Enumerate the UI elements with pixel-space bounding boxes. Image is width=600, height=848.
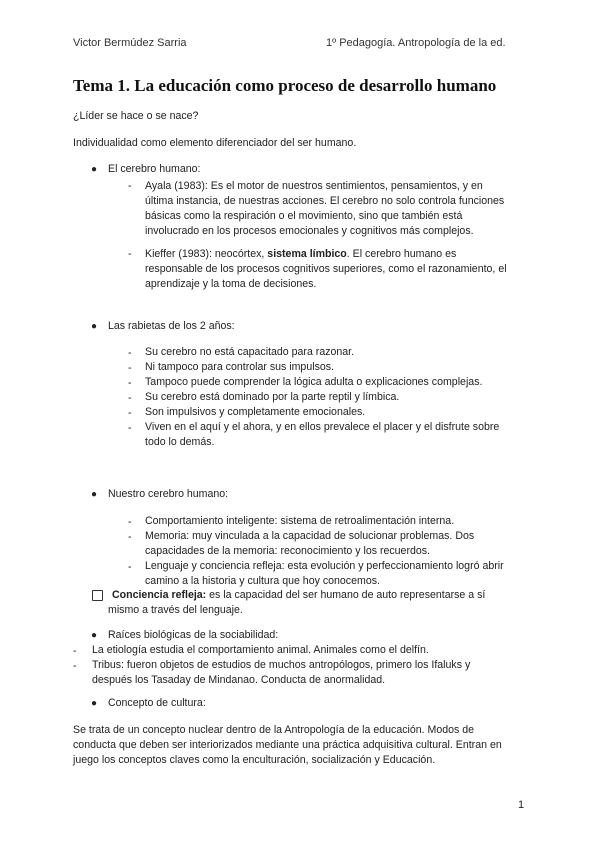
section1-item1-line1: Ayala (1983): Es el motor de nuestros sentimientos, pensamientos, y en [145, 180, 483, 192]
page-number: 1 [518, 799, 525, 811]
dash-icon: - [128, 180, 132, 192]
dash-icon: - [128, 561, 132, 573]
section4-item-1: La etiología estudia el comportamiento animal. Animales como el delfín. [92, 644, 429, 656]
header-author: Victor Bermúdez Sarria [73, 37, 187, 49]
section2-item-2: Ni tampoco para controlar sus impulsos. [145, 361, 335, 373]
culture-paragraph-line1: Se trata de un concepto nuclear dentro de la Antropología de la educación. Modos de [73, 724, 475, 736]
dash-icon: - [128, 377, 132, 389]
intro-statement: Individualidad como elemento diferenciador del ser humano. [73, 137, 357, 149]
conciencia-refleja-def: es la capacidad del ser humano de auto representarse a sí [206, 589, 486, 601]
section4-item-2-line1: Tribus: fueron objetos de estudios de muchos antropólogos, primero los Ifaluks y [92, 659, 471, 671]
section2-item-4: Su cerebro está dominado por la parte reptil y límbica. [145, 391, 400, 403]
dash-icon: - [128, 248, 132, 260]
section1-label: El cerebro humano: [108, 163, 201, 175]
section3-label: Nuestro cerebro humano: [108, 488, 229, 500]
dash-icon: - [128, 516, 132, 528]
bullet-icon: ● [91, 698, 98, 709]
item2-prefix: Kieffer (1983): neocórtex, [145, 248, 268, 260]
section3-item-2-line1: Memoria: muy vinculada a la capacidad de solucionar problemas. Dos [145, 530, 475, 542]
item2-rest: . El cerebro humano es [346, 248, 457, 260]
section3-item-3-line1: Lenguaje y conciencia refleja: esta evolución y perfeccionamiento logró abrir [145, 560, 504, 572]
section1-item1-line4: involucrado en los procesos emocionales y cognitivos más complejos. [145, 225, 474, 237]
section1-item1-line3: básicas como la respiración o el movimiento, sino que también está [145, 210, 463, 222]
bullet-icon: ● [91, 164, 98, 175]
section2-item-5: Son impulsivos y completamente emocionales. [145, 406, 366, 418]
dash-icon: - [73, 645, 77, 657]
section4-item-2-line2: después los Tasaday de Mindanao. Conducta de anormalidad. [92, 674, 386, 686]
section2-item-1: Su cerebro no está capacitado para razonar. [145, 346, 355, 358]
conciencia-refleja-line2: mismo a través del lenguaje. [108, 604, 243, 616]
section1-item1-line2: última instancia, de nuestras acciones. El cerebro no solo controla funciones [145, 195, 505, 207]
dash-icon: - [128, 347, 132, 359]
section2-item-6-line2: todo lo demás. [145, 436, 215, 448]
intro-question: ¿Líder se hace o se nace? [73, 110, 199, 122]
dash-icon: - [128, 531, 132, 543]
section4-label: Raíces biológicas de la sociabilidad: [108, 629, 279, 641]
section1-item2-line2: responsable de los procesos cognitivos superiores, como el razonamiento, el [145, 263, 507, 275]
page-title: Tema 1. La educación como proceso de desarrollo humano [73, 76, 497, 95]
section2-item-3: Tampoco puede comprender la lógica adulta o explicaciones complejas. [145, 376, 483, 388]
header-course: 1º Pedagogía. Antropología de la ed. [326, 37, 506, 49]
conciencia-refleja-line1 [112, 589, 485, 601]
bullet-icon: ● [91, 489, 98, 500]
section2-item-6-line1: Viven en el aquí y el ahora, y en ellos prevalece el placer y el disfrute sobre [145, 421, 500, 433]
dash-icon: - [128, 407, 132, 419]
section3-item-2-line2: capacidades de la memoria: reconocimiento y los recuerdos. [145, 545, 430, 557]
section5-label: Concepto de cultura: [108, 697, 206, 709]
section1-item2-line1 [145, 247, 456, 262]
section2-label: Las rabietas de los 2 años: [108, 320, 235, 332]
item2-bold: sistema límbico [267, 248, 347, 260]
section1-item2-line3: aprendizaje y la toma de decisiones. [145, 278, 317, 290]
bullet-icon: ● [91, 321, 98, 332]
culture-paragraph-line3: juego los conceptos claves como la enculturación, socialización y Educación. [73, 754, 436, 766]
section3-item-1: Comportamiento inteligente: sistema de retroalimentación interna. [145, 515, 455, 527]
checkbox[interactable] [92, 590, 103, 601]
dash-icon: - [128, 392, 132, 404]
dash-icon: - [128, 422, 132, 434]
dash-icon: - [73, 660, 77, 672]
conciencia-refleja-term: Conciencia refleja: [112, 589, 207, 601]
dash-icon: - [128, 362, 132, 374]
culture-paragraph-line2: conducta que deben ser interiorizados mediante una práctica adquisitiva cultural. Entran en [73, 739, 502, 751]
bullet-icon: ● [91, 630, 98, 641]
section3-item-3-line2: camino a la historia y cultura que hoy conocemos. [145, 575, 380, 587]
